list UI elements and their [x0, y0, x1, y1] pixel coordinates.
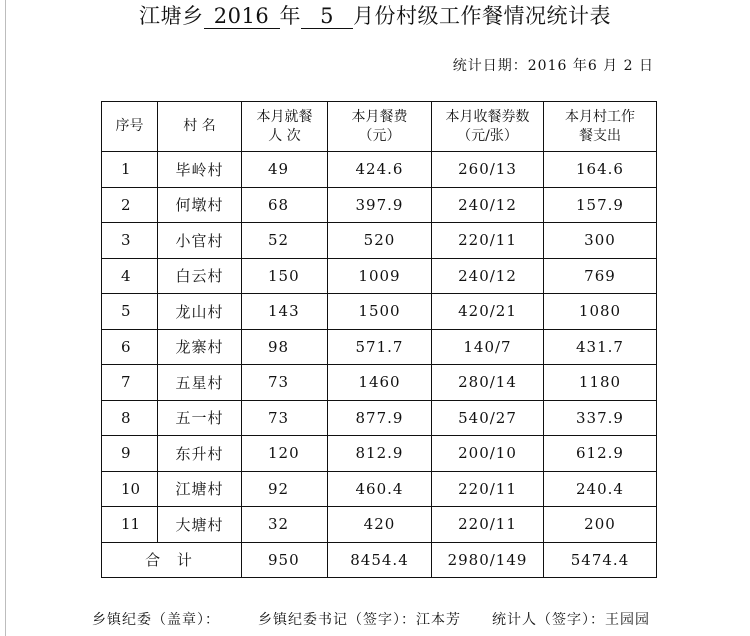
total-label: 合 计	[102, 542, 242, 577]
cell-index: 9	[102, 436, 158, 472]
cell-village: 龙寨村	[158, 329, 242, 365]
cell-village: 五星村	[158, 365, 242, 401]
cell-diners: 73	[242, 365, 328, 401]
cell-diners: 32	[242, 507, 328, 543]
cell-fees: 571.7	[328, 329, 432, 365]
cell-diners: 120	[242, 436, 328, 472]
cell-vouchers: 240/12	[432, 258, 544, 294]
cell-expense: 300	[544, 223, 657, 259]
cell-index: 6	[102, 329, 158, 365]
total-diners: 950	[242, 542, 328, 577]
cell-diners: 49	[242, 152, 328, 188]
cell-diners: 98	[242, 329, 328, 365]
cell-fees: 397.9	[328, 187, 432, 223]
cell-expense: 1180	[544, 365, 657, 401]
cell-vouchers: 220/11	[432, 507, 544, 543]
cell-fees: 1009	[328, 258, 432, 294]
statistics-date: 统计日期：2016 年6 月 2 日	[452, 58, 654, 74]
cell-vouchers: 540/27	[432, 400, 544, 436]
total-fees: 8454.4	[328, 542, 432, 577]
cell-vouchers: 220/11	[432, 471, 544, 507]
secretary-signature: 乡镇纪委书记（签字）：江本芳	[258, 612, 461, 628]
cell-expense: 337.9	[544, 400, 657, 436]
page-edge-line	[5, 0, 6, 636]
title-prefix: 江塘乡	[139, 4, 204, 28]
title-year-unit: 年	[279, 4, 301, 28]
cell-fees: 424.6	[328, 152, 432, 188]
cell-index: 10	[102, 471, 158, 507]
cell-index: 11	[102, 507, 158, 543]
cell-vouchers: 420/21	[432, 294, 544, 330]
header-diners: 本月就餐 人 次	[242, 102, 328, 152]
cell-village: 毕岭村	[158, 152, 242, 188]
table-row	[102, 258, 657, 294]
title-month: 5	[301, 4, 353, 29]
seal-label: 乡镇纪委（盖章）：	[92, 612, 220, 628]
table-row	[102, 400, 657, 436]
header-expense: 本月村工作 餐支出	[544, 102, 657, 152]
cell-village: 白云村	[158, 258, 242, 294]
cell-vouchers: 220/11	[432, 223, 544, 259]
cell-index: 3	[102, 223, 158, 259]
cell-expense: 240.4	[544, 471, 657, 507]
table-total-row	[102, 542, 657, 577]
title-suffix: 月份村级工作餐情况统计表	[353, 4, 611, 28]
cell-fees: 420	[328, 507, 432, 543]
total-vouchers: 2980/149	[432, 542, 544, 577]
cell-vouchers: 240/12	[432, 187, 544, 223]
cell-expense: 164.6	[544, 152, 657, 188]
table-row	[102, 365, 657, 401]
header-village: 村 名	[158, 102, 242, 152]
cell-fees: 1460	[328, 365, 432, 401]
title-year: 2016	[204, 4, 280, 29]
cell-index: 1	[102, 152, 158, 188]
cell-vouchers: 260/13	[432, 152, 544, 188]
table-row	[102, 329, 657, 365]
table-row	[102, 507, 657, 543]
table-row	[102, 152, 657, 188]
cell-village: 江塘村	[158, 471, 242, 507]
header-vouchers: 本月收餐券数 （元/张）	[432, 102, 544, 152]
cell-index: 5	[102, 294, 158, 330]
table-row	[102, 294, 657, 330]
cell-vouchers: 280/14	[432, 365, 544, 401]
cell-diners: 68	[242, 187, 328, 223]
cell-index: 8	[102, 400, 158, 436]
cell-diners: 73	[242, 400, 328, 436]
meal-statistics-table	[101, 101, 657, 578]
cell-vouchers: 140/7	[432, 329, 544, 365]
cell-village: 五一村	[158, 400, 242, 436]
cell-fees: 812.9	[328, 436, 432, 472]
cell-fees: 520	[328, 223, 432, 259]
document-title	[0, 3, 750, 29]
table-row	[102, 223, 657, 259]
total-expense: 5474.4	[544, 542, 657, 577]
header-fees: 本月餐费 （元）	[328, 102, 432, 152]
cell-expense: 157.9	[544, 187, 657, 223]
cell-vouchers: 200/10	[432, 436, 544, 472]
cell-diners: 92	[242, 471, 328, 507]
cell-village: 龙山村	[158, 294, 242, 330]
table-header-row	[102, 102, 657, 152]
table-row	[102, 471, 657, 507]
cell-expense: 769	[544, 258, 657, 294]
cell-diners: 143	[242, 294, 328, 330]
cell-village: 小官村	[158, 223, 242, 259]
cell-index: 2	[102, 187, 158, 223]
cell-expense: 200	[544, 507, 657, 543]
cell-diners: 52	[242, 223, 328, 259]
table-row	[102, 436, 657, 472]
cell-village: 大塘村	[158, 507, 242, 543]
cell-fees: 460.4	[328, 471, 432, 507]
cell-diners: 150	[242, 258, 328, 294]
cell-fees: 877.9	[328, 400, 432, 436]
cell-village: 何墩村	[158, 187, 242, 223]
cell-expense: 612.9	[544, 436, 657, 472]
cell-expense: 431.7	[544, 329, 657, 365]
header-index: 序号	[102, 102, 158, 152]
cell-index: 7	[102, 365, 158, 401]
cell-fees: 1500	[328, 294, 432, 330]
cell-expense: 1080	[544, 294, 657, 330]
table-row	[102, 187, 657, 223]
cell-village: 东升村	[158, 436, 242, 472]
statistician-signature: 统计人（签字）：王园园	[492, 612, 650, 628]
cell-index: 4	[102, 258, 158, 294]
